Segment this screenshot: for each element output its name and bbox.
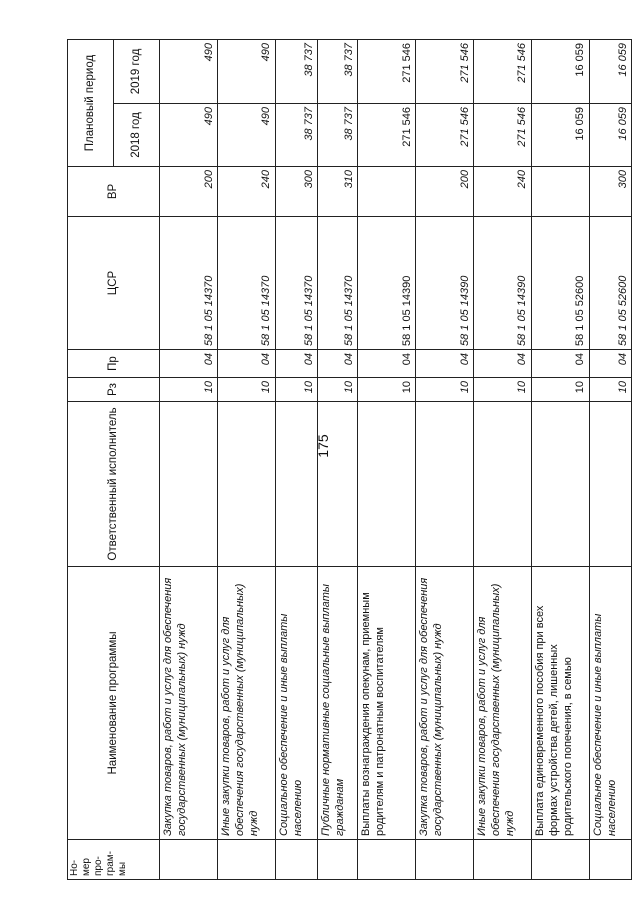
value-2019-cell: 16 059 (589, 39, 631, 103)
pr-cell: 04 (275, 350, 317, 378)
rz-cell: 10 (415, 378, 473, 402)
rz-cell: 10 (160, 378, 218, 402)
vr-cell: 300 (589, 167, 631, 217)
header-executor: Ответственный исполнитель (68, 402, 160, 567)
table-row (358, 39, 416, 879)
rz-cell: 10 (589, 378, 631, 402)
vr-cell: 240 (217, 167, 275, 217)
rz-cell: 10 (531, 378, 589, 402)
program-name-cell: Выплаты вознаграждения опекунам, приемным родителям и патронатным воспитателям (358, 567, 416, 840)
num-cell (358, 840, 416, 880)
table-row (160, 39, 218, 879)
vr-cell (358, 167, 416, 217)
rz-cell: 10 (275, 378, 317, 402)
value-2018-cell: 271 546 (415, 104, 473, 167)
value-2018-cell: 16 059 (531, 104, 589, 167)
table-row (318, 39, 358, 879)
executor-cell (358, 402, 416, 567)
table-row (415, 39, 473, 879)
value-2018-cell: 38 737 (318, 104, 358, 167)
csr-cell: 58 1 05 14370 (217, 217, 275, 350)
num-cell (217, 840, 275, 880)
program-name-cell: Публичные нормативные социальные выплаты гражданам (318, 567, 358, 840)
value-2019-cell: 271 546 (473, 39, 531, 103)
csr-cell: 58 1 05 14390 (415, 217, 473, 350)
program-name-cell: Иные закупки товаров, работ и услуг для обеспечения государственных (муниципальных) нужд (473, 567, 531, 840)
program-name-cell: Выплата единовременного пособия при всех формах устройства детей, лишенных родительского попечения, в семью (531, 567, 589, 840)
rz-cell: 10 (217, 378, 275, 402)
header-csr: ЦСР (68, 217, 160, 350)
header-vr: ВР (68, 167, 160, 217)
vr-cell: 310 (318, 167, 358, 217)
table-row (217, 39, 275, 879)
value-2019-cell: 16 059 (531, 39, 589, 103)
num-cell (473, 840, 531, 880)
value-2019-cell: 38 737 (318, 39, 358, 103)
header-planned-period: Плановый период (68, 39, 114, 166)
value-2018-cell: 490 (160, 104, 218, 167)
program-name-cell: Закупка товаров, работ и услуг для обеспечения государственных (муниципальных) нужд (415, 567, 473, 840)
num-cell (531, 840, 589, 880)
vr-cell: 240 (473, 167, 531, 217)
budget-table-rotated (67, 40, 632, 880)
num-cell (275, 840, 317, 880)
table-row (589, 39, 631, 879)
program-name-cell: Закупка товаров, работ и услуг для обеспечения государственных (муниципальных) нужд (160, 567, 218, 840)
value-2018-cell: 490 (217, 104, 275, 167)
num-cell (589, 840, 631, 880)
num-cell (160, 840, 218, 880)
program-name-cell: Социальное обеспечение и иные выплаты населению (589, 567, 631, 840)
vr-cell: 200 (415, 167, 473, 217)
executor-cell (318, 402, 358, 567)
value-2019-cell: 271 546 (415, 39, 473, 103)
num-cell (415, 840, 473, 880)
budget-table (67, 39, 632, 880)
header-program-name: Наименование программы (68, 567, 160, 840)
value-2018-cell: 271 546 (358, 104, 416, 167)
csr-cell: 58 1 05 14390 (473, 217, 531, 350)
csr-cell: 58 1 05 52600 (531, 217, 589, 350)
pr-cell: 04 (217, 350, 275, 378)
table-row (275, 39, 317, 879)
pr-cell: 04 (589, 350, 631, 378)
page-number: 175 (315, 434, 331, 458)
header-2018: 2018 год (114, 104, 160, 167)
pr-cell: 04 (160, 350, 218, 378)
value-2018-cell: 38 737 (275, 104, 317, 167)
table-body (160, 39, 632, 879)
executor-cell (473, 402, 531, 567)
csr-cell: 58 1 05 52600 (589, 217, 631, 350)
rz-cell: 10 (318, 378, 358, 402)
value-2019-cell: 490 (217, 39, 275, 103)
header-2019: 2019 год (114, 39, 160, 103)
executor-cell (217, 402, 275, 567)
csr-cell: 58 1 05 14370 (318, 217, 358, 350)
table-row (531, 39, 589, 879)
vr-cell: 300 (275, 167, 317, 217)
header-pr: Пр (68, 350, 160, 378)
pr-cell: 04 (473, 350, 531, 378)
executor-cell (160, 402, 218, 567)
csr-cell: 58 1 05 14370 (160, 217, 218, 350)
pr-cell: 04 (318, 350, 358, 378)
value-2019-cell: 38 737 (275, 39, 317, 103)
program-name-cell: Социальное обеспечение и иные выплаты населению (275, 567, 317, 840)
vr-cell (531, 167, 589, 217)
value-2019-cell: 271 546 (358, 39, 416, 103)
header-number: Но- мер про- грам- мы (68, 840, 160, 880)
csr-cell: 58 1 05 14390 (358, 217, 416, 350)
executor-cell (275, 402, 317, 567)
num-cell (318, 840, 358, 880)
executor-cell (415, 402, 473, 567)
value-2018-cell: 16 059 (589, 104, 631, 167)
value-2019-cell: 490 (160, 39, 218, 103)
pr-cell: 04 (531, 350, 589, 378)
rz-cell: 10 (473, 378, 531, 402)
executor-cell (531, 402, 589, 567)
vr-cell: 200 (160, 167, 218, 217)
header-rz: Рз (68, 378, 160, 402)
rz-cell: 10 (358, 378, 416, 402)
program-name-cell: Иные закупки товаров, работ и услуг для обеспечения государственных (муниципальных) нужд (217, 567, 275, 840)
executor-cell (589, 402, 631, 567)
csr-cell: 58 1 05 14370 (275, 217, 317, 350)
pr-cell: 04 (415, 350, 473, 378)
table-row (473, 39, 531, 879)
value-2018-cell: 271 546 (473, 104, 531, 167)
pr-cell: 04 (358, 350, 416, 378)
